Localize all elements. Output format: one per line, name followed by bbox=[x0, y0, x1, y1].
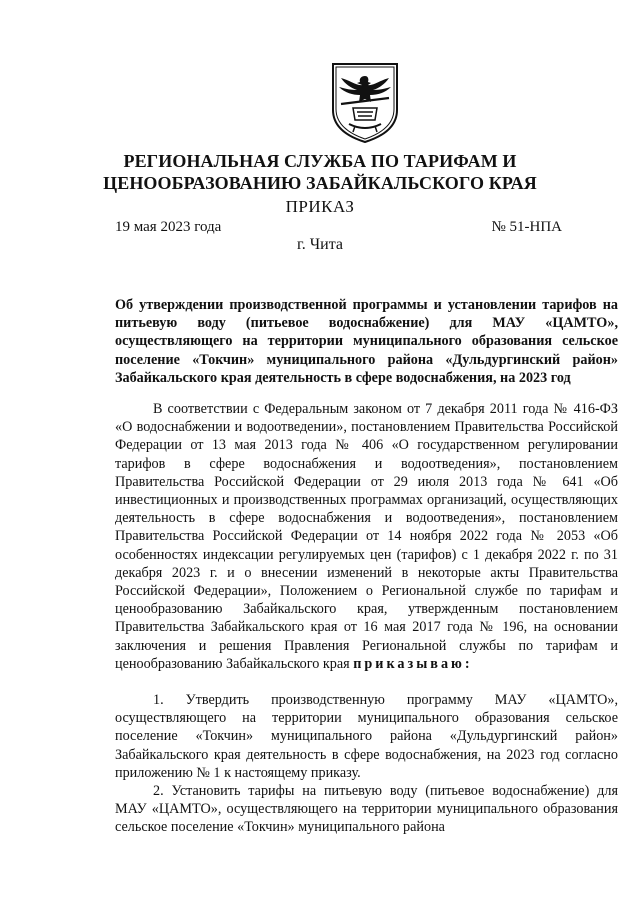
order-city: г. Чита bbox=[296, 236, 343, 253]
order-item-2: 2. Установить тарифы на питьевую воду (питьевое водоснабжение) для МАУ «ЦАМТО», осуществляющего на территории муниципального образования сельское поселение «Токчин» муниципального района bbox=[115, 783, 618, 836]
document-body bbox=[115, 400, 618, 908]
order-date: 19 мая 2023 года bbox=[115, 219, 222, 235]
document-title: Об утверждении производственной программы и установлении тарифов на питьевую воду (питьевое водоснабжение) для МАУ «ЦАМТО», осуществляющего на территории муниципального образования сельское поселение «Токчин» муниципального района «Дульдургинский район» Забайкальского края деятельность в сфере водоснабжения, на 2023 год bbox=[115, 297, 618, 386]
order-item-2-container bbox=[115, 782, 618, 908]
coat-of-arms-emblem bbox=[327, 62, 403, 144]
preamble-paragraph bbox=[115, 400, 618, 673]
order-verb: приказываю: bbox=[353, 655, 473, 672]
agency-name-line1: РЕГИОНАЛЬНАЯ СЛУЖБА ПО ТАРИФАМ И bbox=[123, 151, 517, 171]
agency-name bbox=[100, 150, 540, 194]
order-heading: ПРИКАЗ bbox=[285, 197, 355, 216]
eagle-shield-icon bbox=[327, 62, 403, 144]
preamble-text: В соответствии с Федеральным законом от 7 декабря 2011 года № 416-ФЗ «О водоснабжении и водоотведении», постановлением Правительства Российской Федерации от 13 мая 2013 года № 406 «О государственном регулировании тарифов в сфере водоснабжения и водоотведения», постановлением Правительства Российской Федерации от 29 июля 2013 года № 641 «Об инвестиционных и производственных программах организаций, осуществляющих деятельность в сфере водоснабжения и водоотведения», постановлением Правительства Российской Федерации от 14 ноября 2022 года № 2053 «Об особенностях индексации регулируемых цен (тарифов) с 1 декабря 2022 г. по 31 декабря 2023 г. и о внесении изменений в некоторые акты Правительства Российской Федерации», Положением о Региональной службе по тарифам и ценообразованию Забайкальского края, утвержденным постановлением Правительства Забайкальского края от 16 мая 2017 года № 196, на основании заключения и решения Правления Региональной службы по тарифам и ценообразованию Забайкальского края bbox=[115, 401, 618, 672]
agency-name-line2: ЦЕНООБРАЗОВАНИЮ ЗАБАЙКАЛЬСКОГО КРАЯ bbox=[103, 173, 537, 193]
order-number: № 51-НПА bbox=[491, 219, 562, 235]
order-item-1: 1. Утвердить производственную программу МАУ «ЦАМТО», осуществляющего на территории муниципального образования сельское поселение «Токчин» муниципального района «Дульдургинский район» Забайкальского края деятельность в сфере водоснабжения, на 2023 год согласно приложению № 1 к настоящему приказу. bbox=[115, 692, 618, 781]
